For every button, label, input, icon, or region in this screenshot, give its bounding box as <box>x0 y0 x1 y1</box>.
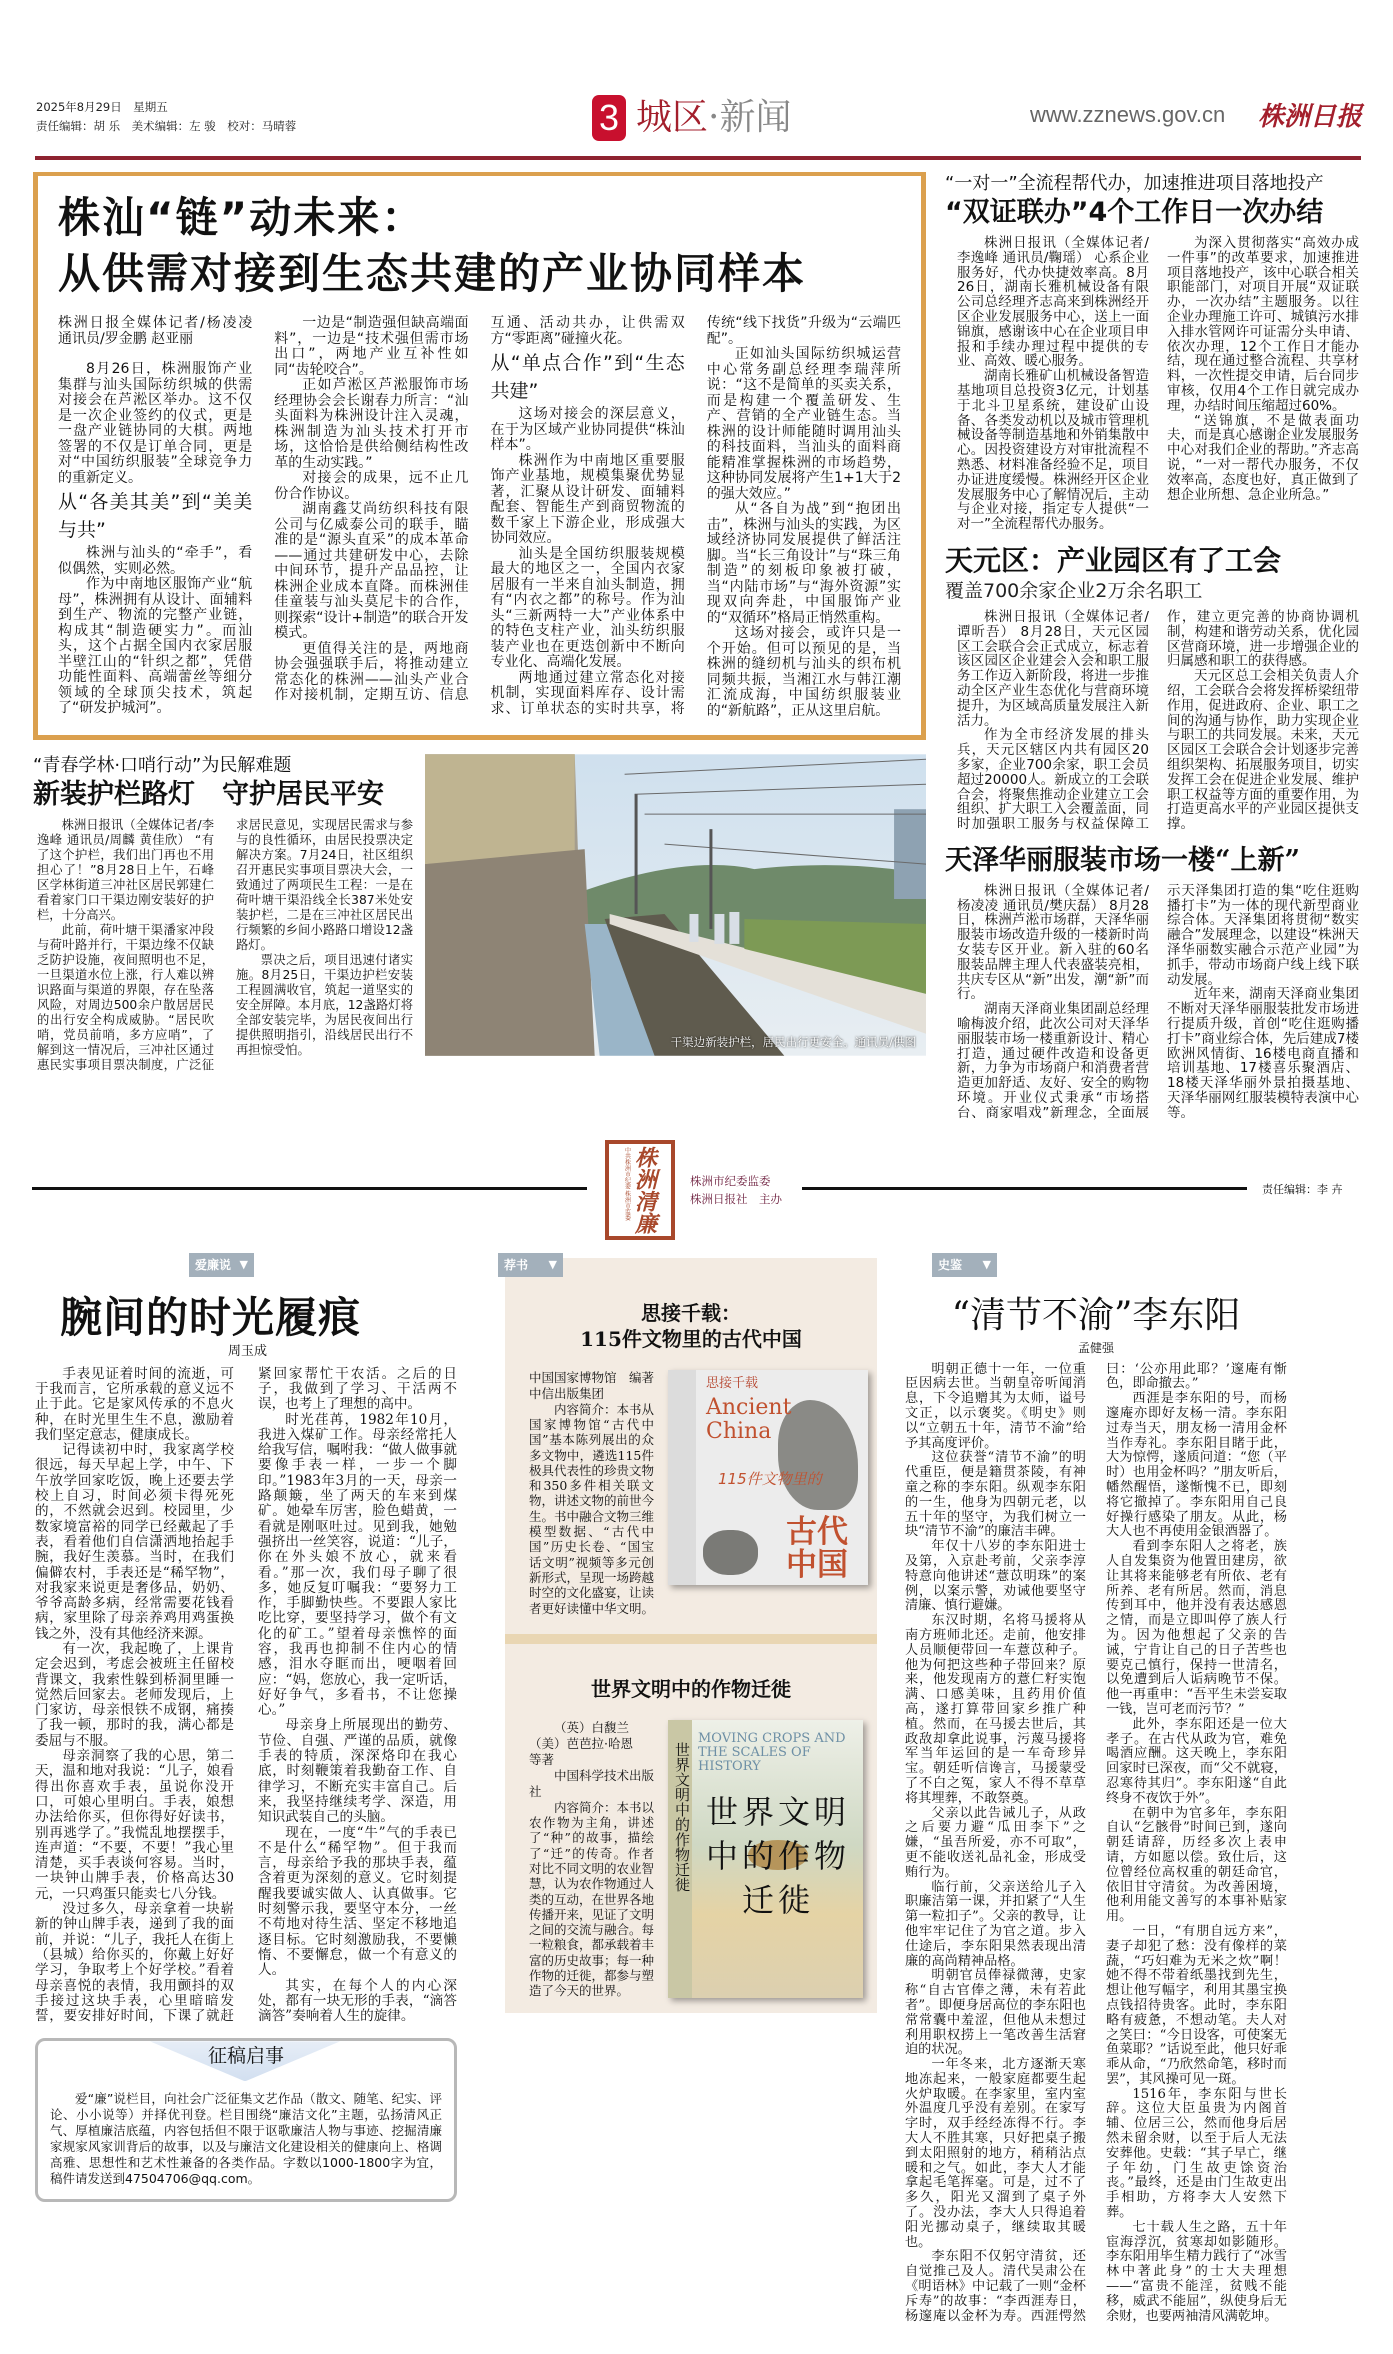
paragraph: 两地通过建立常态化对接机制，实现面料库存、设计需求、订单状态的实时共享，将传统“线下找货”升级为“云端匹配”。 <box>490 315 901 717</box>
market-body <box>945 884 1365 1121</box>
paragraph: 这位获誉“清节不渝”的明代重臣，便是籍贯茶陵，有神童之称的李东阳。纵观李东阳的一生，他身为四朝元老，以五十年的坚守，为我们树立一块“清节不渝”的廉洁丰碑。 <box>905 1450 1086 1540</box>
paragraph: 东汉时期，名将马援将从南方班师北还。走前，他安排人员顺便带回一车薏苡种子。他为何把这些种子带回来？原来，他发现南方的薏仁籽实饱满、口感美味，且药用价值高，遂打算带回家乡推广种植。然而，在马援去世后，其政敌却拿此说事，污蔑马援将军当年运回的是一车奇珍异宝。朝廷听信谗言，马援蒙受了不白之冤，家人不得不草草将其埋葬，不敢祭奠。 <box>905 1613 1086 1806</box>
subheading: 从“各美其美”到“美美与共” <box>58 491 253 541</box>
seal-small-text: 中共株洲市纪委 株洲市监委 <box>623 1146 631 1221</box>
article-paragraphs <box>957 884 1359 1121</box>
railing-body <box>33 818 417 1073</box>
union-subtitle: 覆盖700余家企业2万余名职工 <box>945 579 1203 602</box>
paragraph: 临行前，父亲送给儿子入职廉洁第一课，并扣紧了“人生第一粒扣子”。父亲的教导，让他牢牢记住了为官之道。步入仕途后，李东阳果然表现出清廉的高尚精神品格。 <box>905 1879 1086 1969</box>
supplement-sponsor <box>690 1172 782 1208</box>
paragraph: 记得读初中时，我家离学校很远，每天早起上学，中午、下午放学回家吃饭，晚上还要去学校上自习，时间必须卡得死死的，不然就会迟到。校园里，少数家境富裕的同学已经戴起了手表，看着他们自信潇洒地抬起手腕，我好生羡慕。当时，在我们偏僻农村，手表还是“稀罕物”，对我家来说更是奢侈品，奶奶、爷爷高龄多病，经常需要花钱看病，家里除了母亲养鸡用鸡蛋换钱之外，没有其他经济来源。 <box>35 1442 234 1642</box>
article-paragraphs <box>35 1367 457 2025</box>
section-sub: ·新闻 <box>708 97 792 138</box>
paragraph: 母亲身上所展现出的勤劳、节俭、自强、严谨的品质，就像手表的特质，深深烙印在我心底，时刻鞭策着我勤奋工作、自律学习，不断充实丰富自己。后来，我坚持继续考学、深造，用知识武装自己的头脑。 <box>258 1717 457 1826</box>
paragraph: 手表见证着时间的流逝，可于我而言，它所承载的意义远不止于此。它是家风传承的不息火种，在时光里生生不息，激励着我们坚定意志，健康成长。 <box>35 1365 234 1443</box>
section-name: 城区 <box>636 97 709 138</box>
paragraph: 票决之后，项目迅速付诸实施。8月25日，干渠边护栏安装工程圆满收官，筑起一道坚实的安全屏障。本月底，12盏路灯将全部安装完毕，为居民夜间出行提供照明指引，沿线居民出行不再担惊受怕。 <box>236 953 413 1057</box>
paragraph: 看到李东阳人之将老，族人自发集资为他置田建房，欲让其将来能够老有所依、老有所养、老有所居。然而，消息传到耳中，他并没有表达感恩之情，而是立即叫停了族人行为。因为他想起了父亲的告诫，宁肯让自己的日子苦些也要克己慎行，保持一世清名，以免遭到后人诟病晚节不保。他一再重申：“吾平生未尝妄取一钱，岂可老而污节？” <box>1106 1539 1287 1717</box>
masthead-rule-left <box>32 1187 587 1190</box>
paragraph: 作为中南地区服饰产业“航母”，株洲拥有从设计、面辅料到生产、物流的完整产业链，构成其“制造硬实力”。而汕头，这个占据全国内衣家居服半壁江山的“针织之都”，凭借功能性面料、高端蕾丝等细分领域的全球顶尖技术，筑起了“研发护城河”。 <box>58 576 253 716</box>
issue-info <box>36 98 296 136</box>
triangle-down-icon: ▼ <box>239 1257 248 1271</box>
book2-cover-en: MOVING CROPS AND THE SCALES OF HISTORY <box>698 1730 846 1774</box>
paragraph: 西涯是李东阳的号，而杨邃庵亦即好友杨一清。李东阳过寿当天，朋友杨一清用金杯当作寿礼。李东阳目睹于此，大为惊愕，遂质问道：“您（平时）也用金杯吗？”朋友听后，幡然醒悟，遂惭愧不已，即刻将它撤掉了。李东阳用自己良好操行感染了朋友。从此，杨大人也不再使用金银酒器了。 <box>1106 1391 1287 1540</box>
certs-title: “双证联办”4个工作日一次办结 <box>945 197 1324 228</box>
paragraph: 没过多久，母亲拿着一块崭新的钟山牌手表，递到了我的面前，并说：“儿子，我托人在街上（县城）给你买的，你戴上好好学习，争取考上个好学校。”看着母亲喜悦的表情，我用颤抖的双手接过这块手表，心里暗暗发誓，要安排好时间，下课了就赶紧回家帮忙干农活。之后的日子，我做到了学习、干活两不误，也考上了理想的高中。 <box>35 1365 457 2025</box>
book2-intro: 内容简介：本书以农作物为主角，讲述了“种”的故事，描绘了“迁”的传奇。作者对比不同文明的农业智慧，认为农作物通过人类的互动，在世界各地传播开来，见证了文明之间的交流与融合。每一粒粮食，都承载着丰富的历史故事；每一种作物的迁徙，都参与塑造了今天的世界。 <box>529 1799 655 1999</box>
paragraph: 七十载人生之路，五十年宦海浮沉，贫寒却如影随形。李东阳用毕生精力践行了“冰雪林中著此身”的士大夫理想——“富贵不能淫，贫贱不能移，威武不能屈”，纵使身后无余财，也要两袖清风满乾坤。 <box>1106 2219 1287 2324</box>
tag-label: 荐书 <box>504 1257 529 1272</box>
paragraph: 作为全市经济发展的排头兵，天元区辖区内共有园区20多家，企业700余家，职工会员超过20000人。新成立的工会联合会，将聚焦推动企业建立工会组织、扩大职工入会覆盖面，同时加强职工服务与权益保障工作，建立更完善的协商协调机制，构建和谐劳动关系，优化园区营商环境，进一步增强企业的归属感和职工的获得感。 <box>957 608 1359 833</box>
paragraph: 在朝中为官多年，李东阳自认“乞骸骨”时间已到，遂向朝廷请辞，历经多次上表申请，方如愿以偿。致仕后，这位曾经位高权重的朝廷命官，依旧甘守清贫。为改善困境，他利用能文善写的本事补贴家用。 <box>1106 1805 1287 1925</box>
essay-author: 周玉成 <box>228 1343 268 1359</box>
sponsor-line2: 株洲日报社 主办 <box>690 1191 782 1206</box>
right-column <box>945 172 1365 1121</box>
paragraph: 一日，“有朋自远方来”，妻子却犯了愁：没有像样的菜蔬，“巧妇难为无米之炊”啊！她不得不带着纸墨找到先生，想让他写幅字，利用其墨宝换点钱招待贵客。此时，李东阳略有疲惫，不想动笔。夫人对之笑曰：“今日设客，可使案无鱼菜耶？”话说至此，他只好乖乖从命，“乃欣然命笔，移时而罢”，其风操可见一斑。 <box>1106 1923 1287 2087</box>
notice-text: 爱“廉”说栏目，向社会广泛征集文艺作品（散文、随笔、纪实、评论、小小说等）并择优刊登。栏目围绕“廉洁文化”主题，弘扬清风正气、厚植廉洁底蕴，内容包括但不限于讴歌廉洁人物与事迹、挖掘清廉家规家风家训背后的故事，以及与廉洁文化建设相关的健康向上、格调高雅、思想性和艺术性兼备的各类作品。字数以1000-1800字为宜，稿件请发送到47504706@qq.com。 <box>50 2091 442 2187</box>
paragraph: 汕头是全国纺织服装规模最大的地区之一，全国内衣家居服有一半来自汕头制造，拥有“内衣之都”的称号。作为汕头“三新两特一大”产业体系中的特色支柱产业，汕头纺织服装产业也在更迭创新中不断向专业化、高端化发展。 <box>490 545 685 670</box>
article-paragraphs <box>957 236 1359 532</box>
paragraph: 8月26日，株洲服饰产业集群与汕头国际纺织城的供需对接会在芦淞区举办。这不仅是一次企业签约的仪式，更是一盘产业链协同的大棋。两地签署的不仅是订单合同，更是对“中国纺织服装”全球竞争力的重新定义。 <box>58 361 253 486</box>
paragraph: 正如汕头国际纺织城运营中心常务副总经理李瑞萍所说：“这不是简单的买卖关系，而是构建一个覆盖研发、生产、营销的全产业链生态。当株洲的设计师能随时调用汕头的科技面料，当汕头的面料商能精准掌握株洲的市场趋势，这种协同发展将产生1+1大于2的强大效应。” <box>706 346 901 502</box>
paragraph: 李东阳不仅躬守清贫，还自觉推己及人。清代吴肃公在《明语林》中记载了一则“金杯斥寿”的故事：“李西涯寿日，杨邃庵以金杯为寿。西涯愕然曰：‘公亦用此耶？’邃庵有惭色，即命撤去。” <box>905 1361 1287 2324</box>
paragraph: 从“各自为战”到“抱团出击”，株洲与汕头的实践，为区域经济协同发展提供了鲜活注脚。当“长三角设计”与“珠三角制造”的刻板印象被打破，当“内陆市场”与“海外资源”实现双向奔赴，中国服饰产业的“双循环”格局正悄然重构。 <box>706 501 901 626</box>
railing-photo <box>425 754 926 1056</box>
book2-author: （英）白馥兰（美）芭芭拉·哈恩 等著 <box>529 1719 646 1767</box>
subheading: 从“单点合作”到“生态共建” <box>490 352 685 402</box>
masthead-rule-right <box>802 1187 1247 1190</box>
paragraph: 天元区总工会相关负责人介绍，工会联合会将发挥桥梁纽带作用，促进政府、企业、职工之间的沟通与协作，助力实现企业与职工的共同发展。未来，天元区园区工会联合会计划逐步完善组织架构、拓展服务项目，切实发挥工会在促进企业发展、维护职工权益等方面的重要作用，为打造更高水平的产业园区提供支撑。 <box>1167 668 1359 833</box>
paragraph: 正如芦淞区芦淞服饰市场经理协会会长谢春力所言：“汕头面料为株洲设计注入灵魂，株洲制造为汕头技术打开市场，这恰恰是供给侧结构性改革的生动实践。” <box>274 377 469 471</box>
paragraph: 湖南长雅矿山机械设备智造基地项目总投资3亿元，计划基于北斗卫星系统，建设矿山设备、各类发动机以及城市管理机械设备等制造基地和外销集散中心。因投资建设方对审批流程不熟悉、材料准备经验不足，项目办证进度缓慢。株洲经开区企业发展服务中心了解情况后，主动与企业对接，指定专人提供“一对一”全流程帮代办服务。 <box>957 368 1149 533</box>
book2-cover-cn: 世界文明中的作物迁徙 <box>705 1792 850 1919</box>
triangle-down-icon: ▼ <box>982 1257 991 1271</box>
seal-logo <box>605 1140 675 1240</box>
paragraph: 一年冬来，北方逐渐天寒地冻起来，一般家庭都要生起火炉取暖。在李家里，室内室外温度几乎没有差别。在家写字时，双手经经冻得不行。李大人不胜其寒，只好把桌子搬到太阳照射的地方，稍稍沾点暖和之气。如此，李大人才能拿起毛笔挥毫。可是，过不了多久，阳光又溜到了桌子外了。没办法，李大人只得追着阳光挪动桌子，继续取其暖也。 <box>905 2057 1086 2250</box>
header-rule <box>35 156 1361 160</box>
book1-publisher: 中信出版集团 <box>529 1385 605 1401</box>
paragraph: 株洲与汕头的“牵手”，看似偶然，实则必然。 <box>58 545 253 577</box>
essay-title: 腕间的时光履痕 <box>60 1292 362 1342</box>
supplement-masthead <box>0 1135 1393 1253</box>
book2-row <box>505 1720 877 1999</box>
call-for-submissions <box>35 2038 457 2202</box>
paragraph: 株洲日报讯（全媒体记者/李逸峰 通讯员/周麟 黄佳欣） “有了这个护栏，我们出门再也不用担心了！”8月28日上午，石峰区学林街道三冲社区居民郭建仁看着家门口干渠边刚安装好的护栏，十分高兴。 <box>37 818 214 922</box>
column-tag-jianshu <box>498 1253 563 1277</box>
railing-kicker: “青春学林·口哨行动”为民解难题 <box>33 755 292 776</box>
tag-label: 史鉴 <box>938 1257 963 1272</box>
book2-info <box>529 1720 654 1999</box>
paragraph: “送锦旗，不是做表面功夫，而是真心感谢企业发展服务中心对我们企业的帮助。”齐志高说，“一对一帮代办服务，不仅效率高，态度也好，真正做到了想企业所想、急企业所急。” <box>1167 412 1359 503</box>
paragraph: 湖南天泽商业集团副总经理喻梅波介绍，此次公司对天泽华丽服装市场一楼重新设计、精心打造，通过硬件改造和设备更新，力争为市场商户和消费者营造更加舒适、友好、安全的购物环境。开业仪式秉承“市场搭台、商家唱戏”新理念，全面展示天泽集团打造的集“吃住逛购播打卡”为一体的现代新型商业综合体。天泽集团将贯彻“数实融合”发展理念，以建设“株洲天泽华丽数实融合示范产业园”为抓手，带动市场商户线上线下联动发展。 <box>957 882 1359 1121</box>
newspaper-logo: 株洲日报 <box>1258 102 1363 132</box>
left-column <box>33 172 926 1121</box>
paragraph: 这场对接会，或许只是一个开始。但可以预见的是，当株洲的缝纫机与汕头的织布机同频共振，当湘江水与韩江潮汇流成海，中国纺织服装业的“新航路”，正从这里启航。 <box>706 625 901 719</box>
paragraph: 株洲日报讯（全媒体记者/李逸峰 通讯员/鞠瑶） 心系企业服务好，代办快捷效率高。8月26日，湖南长雅机械设备有限公司总经理齐志高来到株洲经开区企业发展服务中心，送上一面锦旗，感谢该中心在企业项目申报和手续办理过程中提供的专业、高效、暖心服务。 <box>957 235 1149 370</box>
certs-kicker: “一对一”全流程帮代办，加速推进项目落地投产 <box>945 173 1324 194</box>
union-body <box>945 610 1365 832</box>
railing-title: 新装护栏路灯 守护居民平安 <box>33 779 384 810</box>
lead-title-line1: 株汕“链”动未来： <box>58 193 426 242</box>
book-panel <box>505 1258 877 2013</box>
photo-caption: 干渠边新装护栏，居民出行更安全。通讯员/供图 <box>670 1035 916 1049</box>
union-title: 天元区：产业园区有了工会 <box>945 543 1282 577</box>
section-title <box>636 95 791 141</box>
history-column <box>905 1253 1287 2325</box>
book2-publisher: 中国科学技术出版社 <box>529 1767 655 1799</box>
bird-vessel-image <box>703 1530 758 1575</box>
book-divider <box>505 1634 877 1644</box>
history-title: “清节不渝”李东阳 <box>951 1294 1241 1336</box>
article-paragraphs <box>905 1363 1287 2325</box>
paragraph: 此外，李东阳还是一位大孝子。在古代从政为官，难免喝酒应酬。这天晚上，李东阳回家时已深夜，而“父不就寝，忍寒待其归”。李东阳遂“自此终身不夜饮于外”。 <box>1106 1716 1287 1806</box>
books-column <box>505 1253 877 2013</box>
lead-body <box>58 316 901 719</box>
railing-row <box>33 754 926 1073</box>
paragraph: 有一次，我起晚了，上课肯定会迟到，考虑会被班主任留校背课文，我索性躲到桥洞里睡一觉然后回家去。老师发现后，上门家访，母亲恨铁不成钢，痛揍了我一顿，那时的我，满心都是委屈与不服。 <box>35 1640 234 1749</box>
lead-byline: 株洲日报全媒体记者/杨凌凌 通讯员/罗金鹏 赵亚丽 <box>58 315 267 347</box>
book1-title-line2: 115件文物里的古代中国 <box>580 1326 802 1351</box>
paragraph: 近年来，湖南天泽商业集团不断对天泽华丽服装批发市场进行提质升级，首创“吃住逛购播打卡”商业综合体，先后建成7楼欧洲风情街、16楼电商直播和培训基地、17楼喜乐聚酒店、18楼天泽华丽外景拍摄基地、天泽华丽网红服装模特表演中心等。 <box>1167 986 1359 1121</box>
supplement-editor: 责任编辑：李 卉 <box>1262 1182 1343 1196</box>
market-title: 天泽华丽服装市场一楼“上新” <box>945 844 1301 876</box>
history-body <box>905 1363 1287 2325</box>
book2-cover[interactable] <box>668 1720 863 1998</box>
paragraph: 株洲日报讯（全媒体记者/谭昕吾） 8月28日，天元区园区工会联合会正式成立，标志着该区园区企业建会入会和职工服务工作迈入新阶段，将进一步推动全区产业生态优化与营商环境提升，为区域高质量发展注入新活力。 <box>957 608 1149 729</box>
book1-cover-mid: 115件文物里的 <box>718 1469 822 1488</box>
book2-title: 世界文明中的作物迁徙 <box>591 1676 791 1701</box>
book1-author: 中国国家博物馆 编著 <box>529 1369 655 1385</box>
essay-body <box>35 1367 457 2025</box>
triangle-down-icon: ▼ <box>548 1257 557 1271</box>
paragraph: 父亲以此告诫儿子，从政之后要力避“瓜田李下”之嫌，“虽吾所爱，亦不可取”，更不能收送礼品礼金，形成受贿行为。 <box>905 1805 1086 1880</box>
paragraph: 更值得关注的是，两地商协会强强联手后，将推动建立常态化的株洲——汕头产业合作对接机制，定期互访、信息互通、活动共办，让供需双方“零距离”碰撞火花。 <box>274 315 685 703</box>
book2-spine-title: 世界文明中的作物迁徙 <box>668 1720 692 1998</box>
book1-cover-en: Ancient China <box>706 1394 792 1444</box>
paragraph: 对接会的成果，远不止几份合作协议。 <box>274 470 469 502</box>
paragraph: 株洲作为中南地区重要服饰产业基地，规模集聚优势显著，汇聚从设计研发、面辅料配套、智能生产到商贸物流的数千家上下游企业，形成强大协同效应。 <box>490 452 685 546</box>
book1-cover[interactable] <box>668 1370 868 1585</box>
paragraph: 明朝正德十一年，一位重臣因病去世。当朝皇帝听闻消息，下令追赠其为太师，谥号文正，以示褒奖。《明史》则以“立朝五十年，清节不渝”给予其高度评价。 <box>905 1361 1086 1451</box>
tag-label: 爱廉说 <box>195 1257 232 1272</box>
paragraph: 株洲日报讯（全媒体记者/杨凌凌 通讯员/樊庆磊） 8月28日，株洲芦淞市场群，天泽华丽服装市场改造升级的一楼新时尚女装专区开业。新入驻的60名服装品牌主理人代表盛装亮相，共庆专区从“新”出发，潮“新”而行。 <box>957 882 1149 1003</box>
book1-info <box>529 1370 654 1616</box>
notice-title: 征稿启事 <box>207 2045 284 2068</box>
paragraph: 其实，在每个人的内心深处，都有一块无形的手表，“滴答滴答”奏响着人生的旋律。 <box>258 1977 457 2025</box>
column-tag-ailianshuo <box>189 1253 254 1277</box>
paragraph: 一边是“制造强但缺高端面料”，一边是“技术强但需市场出口”，两地产业互补性如同“齿轮咬合”。 <box>274 315 469 378</box>
book1-intro: 内容简介：本书从国家博物馆“古代中国”基本陈列展出的众多文物中，遴选115件极具代表性的珍贵文物和350多件相关联文物，讲述文物的前世今生。书中融合文物三维模型数据、“古代中国”历史长卷、“国宝话文明”视频等多元创新形式，呈现一场跨越时空的文化盛宴，让读者更好读懂中华文明。 <box>529 1401 655 1616</box>
essay-column <box>35 1253 457 2203</box>
book1-cover-top: 思接千载 <box>706 1375 759 1391</box>
book1-cover-big: 古代中国 <box>786 1513 848 1583</box>
seal-logo-text: 株洲清廉 <box>631 1145 658 1234</box>
paragraph: 为深入贯彻落实“高效办成一件事”的改革要求，加速推进项目落地投产，该中心联合相关职能部门，对项目开展“双证联办，一次办结”主题服务。以往企业办理施工许可、城镇污水排入排水管网许可证需分头申请、依次办理，12个工作日才能办结，现在通过整合流程、共享材料，一次性提交申请，后台同步审核，仅用4个工作日就完成办理，办结时间压缩超过60%。 <box>1167 235 1359 414</box>
paragraph: 湖南鑫艾尚纺织科技有限公司与亿威泰公司的联手，瞄准的是“源头直采”的成本革命——通过共建研发中心，去除中间环节，提升产品品控，让株洲企业成本直降。而株洲佳佳童装与汕头莫尼卡的合作，则探索“设计+制造”的联合开发模式。 <box>274 501 469 641</box>
paragraph: 时光荏苒，1982年10月，我进入煤矿工作。母亲经常托人给我写信，嘱咐我：“做人做事就要像手表一样，一步一个脚印。”1983年3月的一天，母亲一路颠簸，坐了两天的车来到煤矿。她晕车厉害，脸色蜡黄，一看就是刚呕吐过。见到我，她勉强挤出一丝笑容，说道：“儿子，你在外头娘不放心，就来看看。”那一次，我们母子聊了很多，她反复叮嘱我：“要努力工作，手脚勤快些。不要跟人家比吃比穿，要坚持学习，做个有文化的矿工。”望着母亲憔悴的面容，我再也抑制不住内心的情感，泪水夺眶而出，哽咽着回应：“妈，您放心，我一定听话，好好争气，多看书，不让您操心。” <box>258 1411 457 1719</box>
page-header <box>0 0 1393 172</box>
news-section <box>33 172 1365 1121</box>
website-url[interactable]: www.zznews.gov.cn <box>1030 102 1226 127</box>
paragraph: 此前，荷叶塘干渠潘家冲段与荷叶路并行，干渠边缘不仅缺乏防护设施，夜间照明也不足，一旦渠道水位上涨，行人难以辨识路面与渠道的界限，存在坠落风险，对周边500余户散居居民的出行安全构成威胁。“居民吹哨，党员前哨，多方应哨”，了解到这一情况后，三冲社区通过惠民实事项目票决制度，广泛征求居民意见，实现居民需求与参与的良性循环，由居民投票决定解决方案。7月24日，社区组织召开惠民实事项目票决大会，一致通过了两项民生工程：一是在荷叶塘干渠沿线全长387米处安装护栏，二是在三冲社区居民出行频繁的乡间小路路口增设12盏路灯。 <box>37 818 413 1072</box>
sponsor-line1: 株洲市纪委监委 <box>690 1173 771 1188</box>
editor-credits: 责任编辑：胡 乐 美术编辑：左 骏 校对：马晴蓉 <box>36 119 297 133</box>
section-header <box>592 95 791 141</box>
lead-article <box>33 172 926 740</box>
book1-row <box>505 1370 877 1616</box>
issue-date: 2025年8月29日 星期五 <box>36 100 168 114</box>
canal-photo-illustration <box>425 754 926 1056</box>
paragraph: 明朝官员俸禄微薄，史家称“自古官俸之薄，未有若此者”。即便身居高位的李东阳也常常囊中羞涩，但他从未想过利用职权捞上一笔改善生活窘迫的状况。 <box>905 1968 1086 2058</box>
paragraph: 1516年，李东阳与世长辞。这位大臣虽贵为内阁首辅、位居三公，然而他身后居然未留余财，以至于后人无法安葬他。史载：“其子早亡，继子年幼，门生故吏馀资治丧。”最终，还是由门生故吏出手相助，方将李大人安然下葬。 <box>1106 2086 1287 2221</box>
railing-article <box>33 754 417 1073</box>
article-paragraphs <box>957 610 1359 832</box>
paragraph: 母亲洞察了我的心思，第二天，温和地对我说：“儿子，娘看得出你喜欢手表，虽说你没开口，可娘心里明白。手表，娘想办法给你买，但你得好好读书，别再逃学了。”我慌乱地摆摆手，连声道：“不要，不要！”我心里清楚，买手表谈何容易。当时，一块钟山牌手表，价格高达30元，一只鸡蛋只能卖七八分钱。 <box>35 1748 234 1902</box>
article-paragraphs <box>58 316 901 719</box>
book1-title-line1: 思接千载： <box>641 1300 741 1325</box>
history-author: 孟健强 <box>1077 1340 1114 1355</box>
paragraph: 年仅十八岁的李东阳进士及第，入京赴考前，父亲李淳特意向他讲述“薏苡明珠”的案例，以案示警，劝诫他要坚守清廉、慎行避嫌。 <box>905 1539 1086 1614</box>
article-paragraphs <box>37 818 413 1073</box>
certs-body <box>945 236 1365 532</box>
paragraph: 这场对接会的深层意义，在于为区域产业协同提供“株汕样本”。 <box>490 406 685 453</box>
paragraph: 现在，一度“牛”气的手表已不是什么“稀罕物”。但于我而言，母亲给予我的那块手表，蕴含着更为深刻的意义。它时刻提醒我要诚实做人、认真做事。它时刻警示我，要坚守本分，一丝不苟地对待生活、坚定不移地追逐目标。它时刻激励我，不要懒惰、不要懈怠，做一个有意义的人。 <box>258 1824 457 1979</box>
supplement-section <box>35 1253 1393 2325</box>
column-tag-shijian <box>932 1253 997 1277</box>
lead-title <box>58 190 901 302</box>
lead-title-line2: 从供需对接到生态共建的产业协同样本 <box>58 249 807 298</box>
book1-title <box>505 1300 877 1352</box>
page-number-badge: 3 <box>592 95 626 141</box>
